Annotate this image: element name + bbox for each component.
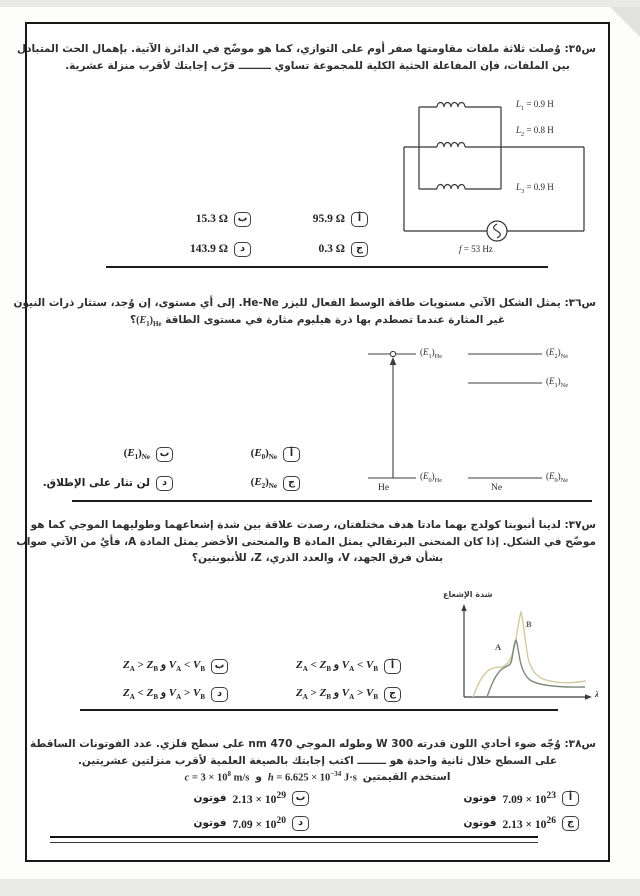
arrow-head (390, 357, 397, 365)
section-divider (80, 709, 558, 711)
q38-line-1: س٣٨: وُجّه ضوء أحادي اللون قدرته 300 W وطوله الموجي 470 nm على سطح فلزي. عدد الفوتونات الساقطة (30, 738, 596, 750)
curve-b-label: B (526, 619, 532, 629)
q35-line-2: بين الملفات، فإن المفاعلة الحثية الكلية للمجموعة تساوي ـــــــــ قرّب إجابتك لأقرب منزلة عشرية. (65, 59, 570, 72)
q38-constants-line (39, 770, 596, 784)
option-letter-box: أ (283, 447, 300, 462)
q36-option-b (124, 446, 173, 462)
option-formula: $(E_1)_{Ne}$ (123, 446, 150, 462)
option-formula: $Z_A > Z_B$ و $V_A > V_B$ (296, 687, 378, 702)
y-axis-label: شدة الإشعاع (443, 590, 493, 599)
option-letter-box: ج (283, 476, 300, 491)
scan-corner-fold (610, 7, 640, 37)
q37-option-c (296, 686, 401, 702)
energy-level-diagram (364, 344, 604, 499)
he-excited-level-label: $(E_1)_{He}$ (420, 347, 442, 360)
option-letter-box: ب (292, 791, 309, 806)
option-letter-box: ب (156, 447, 173, 462)
section-divider (72, 500, 592, 502)
section-divider (106, 266, 548, 268)
q35-option-a (313, 211, 368, 227)
option-letter-box: ج (562, 816, 579, 831)
option-text: لن تثار على الإطلاق. (42, 477, 150, 489)
option-letter-box: أ (562, 791, 579, 806)
ne-atom-label: Ne (491, 483, 503, 493)
option-letter-box: د (156, 476, 173, 491)
q38-option-a (464, 790, 579, 806)
q38-option-d (194, 815, 309, 831)
option-value: $7.09 \times 10^{20}$ (232, 815, 286, 831)
q38-line-2: على السطح خلال ثانية واحدة هو ــــــــ اكتب إجابتك بالصيغة العلمية لأقرب منزلتين عشريتين. (77, 754, 558, 767)
option-letter-box: د (234, 242, 251, 257)
option-letter-box: أ (384, 659, 401, 674)
option-value: 0.3 Ω (318, 243, 345, 255)
option-unit: فوتون (193, 792, 227, 804)
q38-option-c (464, 815, 579, 831)
option-letter-box: د (211, 687, 228, 702)
circuit-diagram (399, 97, 604, 262)
q37-option-a (296, 658, 401, 674)
q36-line-2-text: غير المثارة عندما تصطدم بها ذرة هيليوم مثارة في مستوى الطاقة (161, 313, 505, 326)
planck-constant: $h = 6.625 \times 10^{-34}$ J·s (267, 770, 357, 784)
he-ground-level-label: $(E_0)_{He}$ (420, 471, 442, 484)
q37-option-b (123, 658, 228, 674)
curve-a-path (487, 640, 585, 697)
ne-e2-level-label: $(E_2)_{Ne}$ (546, 347, 568, 360)
inductor-l2-label: $L_2 = 0.8$ H (516, 125, 554, 138)
q37-line-3: بشأن فرق الجهد، V، والعدد الذري، Z، للأنبوبتين؟ (191, 552, 444, 564)
option-value: 15.3 Ω (195, 213, 228, 225)
option-letter-box: ج (384, 687, 401, 702)
q37-line-2: موضّح في الشكل. إذا كان المنحنى البرتقالي يمثل المادة B والمنحنى الأخضر يمثل المادة A، فأيٌ من الآتي صواب (16, 535, 596, 548)
option-formula: $Z_A < Z_B$ و $V_A > V_B$ (123, 687, 205, 702)
option-formula: $Z_A > Z_B$ و $V_A < V_B$ (123, 659, 205, 674)
energy-levels-svg (364, 344, 604, 499)
question-38-text (30, 736, 596, 769)
option-unit: فوتون (463, 817, 497, 829)
q36-option-a (251, 446, 300, 462)
xray-spectrum-graph (439, 590, 609, 715)
q36-line-1: س٣٦: يمثل الشكل الآتي مستويات طاقة الوسط الفعال لليزر He-Ne. إلى أي مستوى، إن وُجد، ستثار ذرات النيون (13, 297, 596, 309)
option-letter-box: ج (351, 242, 368, 257)
option-letter-box: د (292, 816, 309, 831)
question-35-text (16, 41, 596, 74)
option-formula: $Z_A < Z_B$ و $V_A < V_B$ (296, 659, 378, 674)
final-divider (50, 836, 538, 843)
q36-option-c (251, 475, 300, 491)
option-value: $7.09 \times 10^{23}$ (502, 790, 556, 806)
option-value: $2.13 \times 10^{26}$ (502, 815, 556, 831)
inductor-l1-label: $L_1 = 0.9$ H (516, 99, 554, 112)
circuit-svg (399, 97, 599, 257)
option-formula: $(E_2)_{Ne}$ (250, 475, 277, 491)
constants-label: استخدم القيمتين (362, 770, 451, 783)
he-atom-label: He (378, 483, 390, 493)
q36-energy-formula: $(E_1)_{He}$ (136, 314, 162, 328)
option-value: 95.9 Ω (312, 213, 345, 225)
question-37-text (16, 517, 596, 567)
option-value: $2.13 \times 10^{29}$ (232, 790, 286, 806)
option-letter-box: أ (351, 212, 368, 227)
question-36-text (13, 295, 596, 332)
exam-page-frame (13, 22, 610, 862)
option-letter-box: ب (234, 212, 251, 227)
ne-e1-level-label: $(E_1)_{Ne}$ (546, 376, 568, 389)
spectrum-svg (439, 590, 609, 710)
q37-line-1: س٣٧: لدينا أنبوبتا كولدج بهما مادتا هدف مختلفتان، رصدت علاقة بين شدة إشعاعهما وطوليهما الموجي كما هو (30, 519, 596, 531)
source-frequency-label: f = 53 Hz (459, 244, 493, 254)
q37-option-d (123, 686, 228, 702)
option-letter-box: ب (211, 659, 228, 674)
ne-e0-level-label: $(E_0)_{Ne}$ (546, 471, 568, 484)
q35-option-b (196, 211, 251, 227)
q36-question-mark: ؟ (130, 313, 137, 326)
option-unit: فوتون (463, 792, 497, 804)
waw-conjunction: و (255, 770, 262, 783)
q35-option-c (319, 241, 368, 257)
curve-a-label: A (495, 642, 502, 652)
option-value: 143.9 Ω (190, 243, 228, 255)
option-unit: فوتون (193, 817, 227, 829)
option-formula: $(E_0)_{Ne}$ (250, 446, 277, 462)
x-axis-label: λ (595, 689, 599, 699)
q36-option-d (43, 475, 173, 491)
q38-option-b (194, 790, 309, 806)
q35-option-d (190, 241, 251, 257)
q35-line-1: س٣٥: وُصلت ثلاثة ملفات مقاومتها صفر أوم على التوازي، كما هو موضّح في الدائرة الآتية. بإهمال الحث المتبادل (16, 43, 596, 55)
inductor-l3-label: $L_3 = 0.9$ H (516, 182, 554, 195)
q36-line-2 (39, 312, 596, 333)
light-speed-constant: $c = 3 \times 10^8$ m/s (184, 770, 250, 784)
